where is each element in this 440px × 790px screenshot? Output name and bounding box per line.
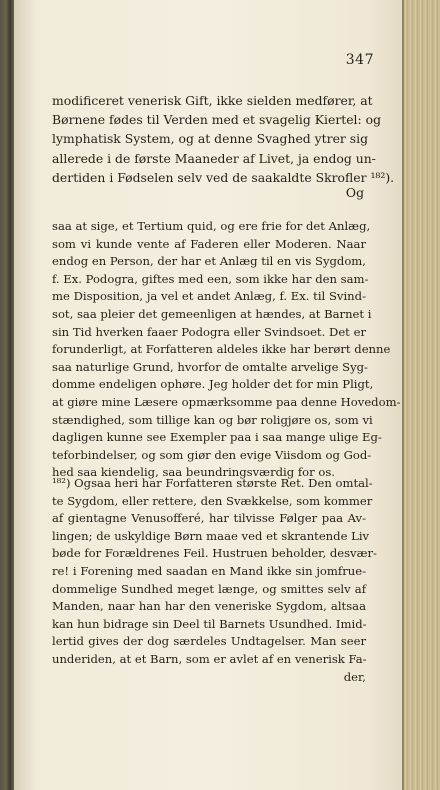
text-line: Manden, naar han har den veneriske Sygdom, altsaa (52, 599, 366, 614)
text-line: saa naturlige Grund, hvorfor de omtalte arvelige Syg- (52, 359, 368, 374)
text-line: lingen; de uskyldige Børn maae ved et skrantende Liv (52, 528, 370, 543)
text-line: re! i Forening med saadan en Mand ikke sin jomfrue- (52, 563, 366, 578)
text-line: endog en Person, der har et Anlæg til en vis Sygdom, (52, 254, 366, 269)
text-line: lertid gives der dog særdeles Undtagelser. Man seer (52, 634, 366, 649)
commentary-paragraph (14, 218, 406, 482)
text-line: kan hun bidrage sin Deel til Barnets Usundhed. Imid- (52, 616, 367, 631)
text-line: te Sygdom, eller rettere, den Svækkelse, som kommer (52, 493, 373, 508)
text-line: sin Tid hverken faaer Podogra eller Svindsoet. Det er (52, 324, 366, 339)
catchword: Og (345, 185, 364, 200)
text-line: sot, saa pleier det gemeenligen at hændes, at Barnet i (52, 306, 372, 321)
text-line: af gientagne Venusofferé, har tilvisse Følger paa Av- (52, 511, 366, 526)
page-stack-edge (404, 0, 440, 790)
text-line: modificeret venerisk Gift, ikke sielden medfører, at (52, 93, 373, 108)
text-line: domme endeligen ophøre. Jeg holder det for min Pligt, (52, 377, 374, 392)
text-line: hed saa kiendelig, saa beundringsværdig for os. (52, 465, 335, 480)
text-line: underiden, at et Barn, som er avlet af en venerisk Fa- (52, 651, 367, 666)
text-line: dertiden i Fødselen selv ved de saakaldte Skrofler ¹⁸²). (52, 169, 395, 185)
text-line: der, (343, 669, 366, 684)
text-line: ¹⁸²) Ogsaa heri har Forfatteren største Ret. Den omtal- (52, 476, 373, 490)
book-page (14, 0, 406, 790)
upper-paragraph (14, 91, 406, 187)
footnote-182 (14, 475, 406, 686)
text-line: Børnene fødes til Verden med et svagelig Kiertel: og (52, 112, 382, 128)
text-line: teforbindelser, og som giør den evige Viisdom og God- (52, 447, 372, 462)
text-line: me Disposition, ja vel et andet Anlæg, f. Ex. til Svind- (52, 289, 366, 304)
text-line: allerede i de første Maaneder af Livet, ja endog un- (52, 150, 376, 166)
text-line: stændighed, som tillige kan og bør roligjøre os, som vi (52, 412, 373, 427)
text-line: f. Ex. Podogra, giftes med een, som ikke har den sam- (52, 271, 369, 286)
text-line: dommelige Sundhed meget længe, og smittes selv af (52, 581, 366, 596)
text-line: som vi kunde vente af Faderen eller Moderen. Naar (52, 236, 366, 251)
text-line: saa at sige, et Tertium quid, og ere frie for det Anlæg, (52, 219, 371, 233)
text-line: dagligen kunne see Exempler paa i saa mange ulige Eg- (52, 430, 382, 445)
text-line: bøde for Forældrenes Feil. Hustruen beholder, desvær- (52, 546, 377, 561)
text-line: lymphatisk System, og at denne Svaghed ytrer sig (52, 131, 369, 147)
text-line: at giøre mine Læsere opmærksomme paa denne Hovedom- (52, 394, 401, 409)
text-line: forunderligt, at Forfatteren aldeles ikke har berørt denne (52, 342, 391, 357)
page-number: 347 (345, 52, 374, 68)
